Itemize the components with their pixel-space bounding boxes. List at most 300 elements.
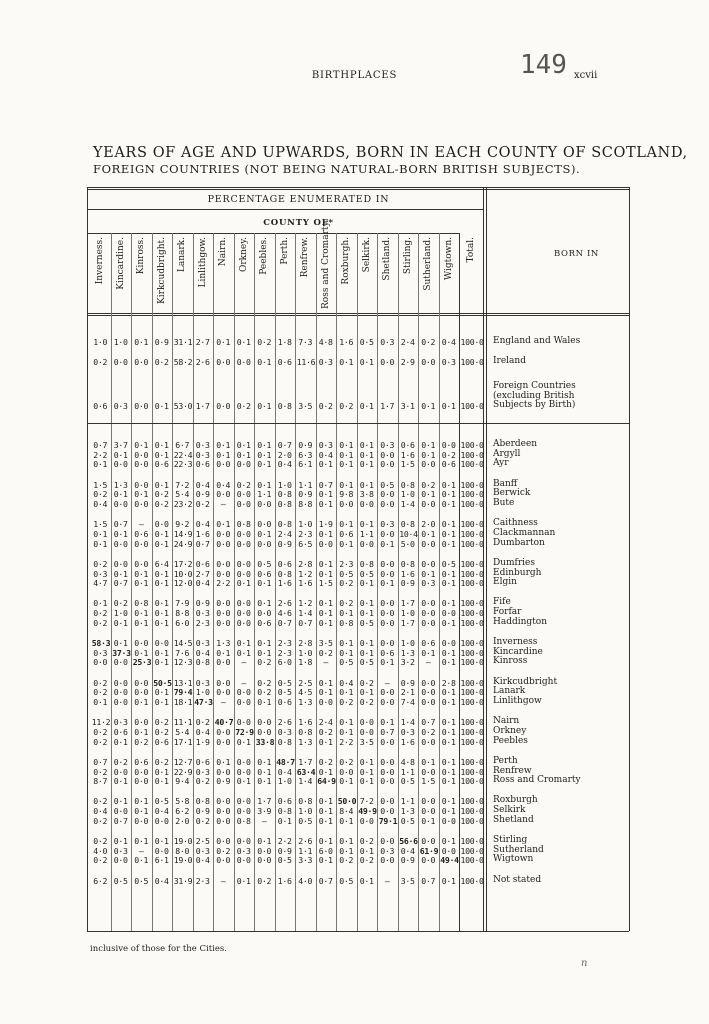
column-header: Linlithgow.	[197, 237, 208, 288]
table-cell: 2·7	[195, 568, 210, 579]
table-cell: 2·2	[93, 449, 108, 460]
table-cell: 2·2	[277, 836, 292, 846]
table-cell: 9·4	[175, 776, 190, 787]
table-cell: 0·1	[113, 776, 128, 787]
table-cell: 0·4	[195, 726, 210, 737]
table-cell: 1·6	[277, 578, 292, 589]
table-cell: 0·1	[216, 519, 231, 530]
table-cell: 17·2	[173, 558, 193, 569]
table-cell: 0·8	[277, 489, 292, 500]
table-cell: 0·1	[359, 756, 374, 767]
table-cell: 0·2	[195, 776, 210, 787]
table-cell: 0·5	[277, 687, 292, 698]
table-cell: 0·2	[93, 726, 108, 737]
table-cell: 0·1	[441, 726, 456, 737]
table-cell: 10·0	[173, 568, 193, 579]
table-cell: 0·1	[359, 401, 374, 411]
table-cell: 1·7	[380, 401, 395, 411]
table-cell: 0·1	[257, 479, 272, 490]
table-cell: 0·2	[195, 717, 210, 728]
table-cell: 100·0	[460, 717, 484, 728]
table-cell: 0·0	[380, 357, 395, 367]
column-header: Total.	[466, 237, 476, 263]
table-cell: 4·8	[318, 337, 333, 347]
table-cell: 0·1	[154, 697, 169, 707]
right-border	[629, 187, 630, 931]
row-label-line: Foreign Countries	[493, 381, 576, 391]
table-cell: 0·9	[400, 578, 415, 589]
table-cell: 0·8	[277, 806, 292, 817]
table-cell: 8·4	[339, 806, 354, 817]
table-cell: 0·5	[277, 677, 292, 688]
table-cell: 0·1	[154, 776, 169, 787]
column-header: Renfrew.	[300, 237, 311, 278]
table-cell: 2·1	[400, 687, 415, 698]
table-cell: 100·0	[460, 657, 484, 668]
table-cell: 0·1	[134, 568, 149, 579]
table-cell: 0·1	[421, 815, 436, 826]
column-header: Lanark.	[177, 237, 188, 273]
table-cell: 3·1	[400, 401, 415, 411]
table-cell: 11·2	[91, 717, 111, 728]
table-cell: 0·0	[380, 687, 395, 698]
table-cell: 100·0	[460, 440, 484, 450]
table-cell: 2·8	[298, 558, 313, 569]
table-cell: 0·0	[257, 608, 272, 619]
table-cell: 0·1	[257, 578, 272, 589]
table-cell: 1·5	[421, 776, 436, 787]
table-cell: 0·5	[400, 776, 415, 787]
table-cell: 0·2	[93, 687, 108, 698]
row-label-line: England and Wales	[493, 336, 581, 346]
table-cell: 0·1	[441, 538, 456, 549]
table-cell: 100·0	[460, 836, 484, 846]
table-cell: 0·1	[257, 836, 272, 846]
table-cell: 1·2	[298, 598, 313, 609]
table-bottom-rule	[87, 931, 629, 932]
table-cell: 0·2	[441, 449, 456, 460]
table-cell: 0·1	[318, 766, 333, 777]
table-cell: 0·5	[298, 815, 313, 826]
table-cell: 0·1	[318, 736, 333, 747]
table-cell: 79·1	[378, 815, 398, 826]
table-cell: 0·1	[380, 578, 395, 589]
table-cell: 1·1	[257, 489, 272, 500]
table-cell: 0·0	[236, 796, 251, 807]
table-cell: 0·1	[339, 845, 354, 856]
table-cell: 6·5	[298, 538, 313, 549]
table-cell: 100·0	[460, 558, 484, 569]
table-cell: 1·0	[113, 337, 128, 347]
row-label	[493, 357, 526, 367]
table-cell: 1·3	[298, 697, 313, 707]
row-label: Lanark	[493, 686, 526, 697]
table-cell: 0·0	[421, 558, 436, 569]
table-cell: 0·2	[93, 617, 108, 628]
table-cell: 0·1	[318, 687, 333, 698]
table-cell: 100·0	[460, 815, 484, 826]
table-cell: 1·5	[400, 459, 415, 470]
table-cell: 1·9	[318, 519, 333, 530]
table-cell: 0·2	[421, 479, 436, 490]
table-cell: 0·2	[339, 578, 354, 589]
table-cell: 0·1	[134, 855, 149, 866]
table-cell: 0·0	[236, 697, 251, 707]
table-cell: 0·1	[318, 815, 333, 826]
row-label: Stirling	[493, 835, 528, 845]
table-cell: 0·1	[154, 401, 169, 411]
table-cell: 0·1	[93, 538, 108, 549]
table-cell: 0·1	[339, 836, 354, 846]
table-cell: 0·1	[421, 647, 436, 658]
table-cell: 0·0	[236, 617, 251, 628]
table-cell: 18·1	[173, 697, 193, 707]
table-cell: 0·1	[359, 608, 374, 619]
table-cell: 0·1	[154, 617, 169, 628]
table-cell: 3·5	[359, 736, 374, 747]
column-header: Kinross.	[136, 237, 147, 275]
table-cell: 0·0	[421, 836, 436, 846]
table-cell: 100·0	[460, 499, 484, 509]
table-cell: 2·9	[400, 357, 415, 367]
birthplace-table	[87, 187, 629, 931]
table-cell: 0·1	[339, 440, 354, 450]
table-cell: 0·6	[154, 736, 169, 747]
table-cell: 0·2	[93, 357, 108, 367]
row-label: Caithness	[493, 518, 538, 529]
table-cell: 100·0	[460, 459, 484, 470]
table-cell: 7·6	[175, 647, 190, 658]
table-cell: 0·1	[441, 796, 456, 807]
table-cell: 0·1	[216, 756, 231, 767]
table-cell: 0·1	[339, 726, 354, 737]
table-cell: 0·1	[339, 357, 354, 367]
row-label: Perth	[493, 755, 518, 766]
table-cell: 7·2	[175, 479, 190, 490]
table-cell: 0·1	[421, 489, 436, 500]
table-cell: 0·2	[154, 717, 169, 728]
table-cell: 1·1	[298, 845, 313, 856]
table-cell: —	[425, 657, 431, 668]
table-cell: 0·1	[236, 647, 251, 658]
table-cell: 0·0	[236, 608, 251, 619]
table-cell: 50·5	[153, 677, 172, 688]
table-cell: 1·7	[400, 617, 415, 628]
table-cell: 0·0	[236, 528, 251, 539]
table-cell: 0·2	[93, 796, 108, 807]
table-cell: 0·1	[216, 647, 231, 658]
table-cell: 0·2	[93, 608, 108, 619]
table-cell: 0·6	[195, 756, 210, 767]
table-cell: —	[323, 657, 329, 668]
table-cell: 0·1	[421, 449, 436, 460]
table-cell: 0·0	[154, 845, 169, 856]
table-cell: 0·0	[318, 538, 333, 549]
table-cell: 0·0	[216, 598, 231, 609]
table-cell: 3·2	[400, 657, 415, 668]
table-cell: 100·0	[460, 598, 484, 609]
table-cell: 0·9	[298, 440, 313, 450]
table-cell: 0·7	[113, 815, 128, 826]
table-cell: 0·1	[441, 766, 456, 777]
label-divider	[486, 187, 487, 931]
row-label: Kirkcudbright	[493, 676, 558, 687]
table-cell: 0·3	[195, 845, 210, 856]
table-cell: 0·1	[257, 401, 272, 411]
table-cell: 0·1	[441, 568, 456, 579]
table-cell: 0·2	[154, 726, 169, 737]
table-cell: 0·3	[113, 845, 128, 856]
row-label: Inverness	[493, 637, 538, 647]
table-cell: 1·8	[298, 657, 313, 668]
table-cell: 0·2	[236, 479, 251, 490]
table-cell: 0·0	[421, 687, 436, 698]
table-cell: 0·0	[359, 538, 374, 549]
table-cell: 0·8	[400, 479, 415, 490]
table-cell: 0·0	[236, 558, 251, 569]
table-cell: 0·3	[380, 440, 395, 450]
table-cell: 0·7	[113, 519, 128, 530]
table-cell: 0·8	[359, 558, 374, 569]
table-cell: 0·6	[277, 697, 292, 707]
table-cell: 0·6	[195, 558, 210, 569]
table-cell: 100·0	[460, 855, 484, 866]
table-cell: 0·1	[380, 657, 395, 668]
table-cell: 0·0	[380, 776, 395, 787]
row-label: Peebles	[493, 735, 528, 746]
table-cell: 0·0	[441, 815, 456, 826]
table-cell: 0·0	[380, 558, 395, 569]
title-line-1: YEARS OF AGE AND UPWARDS, BORN IN EACH COUNTY OF SCOTLAND,	[93, 145, 688, 161]
table-cell: 0·1	[318, 568, 333, 579]
column-header: Kincardine.	[115, 237, 126, 290]
table-cell: 0·7	[421, 717, 436, 728]
table-cell: 0·2	[339, 401, 354, 411]
table-cell: 0·0	[216, 568, 231, 579]
table-cell: 5·8	[175, 796, 190, 807]
table-cell: 0·9	[216, 776, 231, 787]
table-cell: 58·3	[91, 638, 111, 648]
table-cell: 1·0	[400, 638, 415, 648]
table-cell: 1·0	[400, 608, 415, 619]
table-cell: 0·3	[236, 845, 251, 856]
table-cell: 0·6	[277, 558, 292, 569]
table-cell: 0·4	[93, 499, 108, 509]
table-cell: 0·1	[441, 647, 456, 658]
table-cell: 0·7	[298, 617, 313, 628]
table-cell: —	[384, 875, 390, 886]
table-cell: 0·0	[216, 558, 231, 569]
table-cell: 0·0	[257, 855, 272, 866]
table-cell: 0·0	[134, 687, 149, 698]
table-cell: 0·0	[441, 845, 456, 856]
table-cell: 0·7	[318, 479, 333, 490]
table-cell: 2·7	[195, 337, 210, 347]
table-cell: 0·1	[441, 687, 456, 698]
table-cell: 0·1	[339, 776, 354, 787]
table-cell: 0·1	[113, 449, 128, 460]
table-cell: 0·0	[216, 489, 231, 500]
table-cell: 0·1	[257, 647, 272, 658]
table-cell: 31·1	[173, 337, 193, 347]
row-label	[493, 337, 580, 347]
table-cell: 1·6	[298, 717, 313, 728]
table-cell: 0·0	[216, 617, 231, 628]
table-cell: 0·6	[277, 796, 292, 807]
table-cell: 0·1	[134, 697, 149, 707]
table-cell: 0·0	[113, 538, 128, 549]
table-cell: 2·8	[298, 638, 313, 648]
table-cell: 53·0	[173, 401, 193, 411]
table-cell: 0·1	[154, 766, 169, 777]
table-cell: 0·7	[318, 875, 333, 886]
table-cell: 0·1	[441, 528, 456, 539]
footnote: inclusive of those for the Cities.	[90, 944, 227, 954]
table-cell: 0·1	[93, 459, 108, 470]
table-cell: 0·2	[318, 647, 333, 658]
table-cell: 0·1	[339, 459, 354, 470]
table-cell: 0·4	[277, 459, 292, 470]
row-label: Dumbarton	[493, 537, 545, 548]
table-cell: 0·1	[257, 440, 272, 450]
table-cell: 0·5	[257, 558, 272, 569]
table-cell: 0·7	[113, 578, 128, 589]
table-cell: 0·1	[441, 401, 456, 411]
table-cell: 0·0	[134, 558, 149, 569]
table-cell: 100·0	[460, 578, 484, 589]
table-cell: 0·5	[339, 875, 354, 886]
table-cell: 0·1	[257, 776, 272, 787]
table-cell: 9·2	[175, 519, 190, 530]
table-cell: 0·2	[257, 875, 272, 886]
table-cell: 0·3	[400, 726, 415, 737]
table-cell: 0·1	[257, 459, 272, 470]
table-cell: 0·1	[318, 806, 333, 817]
table-cell: —	[138, 845, 144, 856]
table-cell: 0·1	[441, 598, 456, 609]
table-cell: 2·5	[298, 677, 313, 688]
table-cell: 0·2	[318, 726, 333, 737]
table-cell: 0·2	[154, 756, 169, 767]
table-cell: 0·0	[134, 766, 149, 777]
table-cell: 2·6	[277, 598, 292, 609]
table-cell: 0·8	[400, 519, 415, 530]
table-cell: 1·5	[93, 519, 108, 530]
row-label	[493, 382, 576, 411]
table-cell: 0·3	[277, 726, 292, 737]
table-cell: 79·4	[173, 687, 193, 698]
table-cell: 0·0	[236, 538, 251, 549]
table-cell: 0·0	[236, 756, 251, 767]
table-cell: 0·0	[380, 459, 395, 470]
table-cell: 11·1	[173, 717, 193, 728]
table-cell: 0·0	[380, 489, 395, 500]
table-cell: 0·1	[318, 855, 333, 866]
table-cell: 100·0	[460, 647, 484, 658]
table-cell: 100·0	[460, 697, 484, 707]
table-cell: 0·1	[154, 657, 169, 668]
row-label: Haddington	[493, 616, 548, 627]
title-line-2: FOREIGN COUNTRIES (NOT BEING NATURAL-BORN BRITISH SUBJECTS).	[93, 162, 581, 176]
table-cell: 0·1	[113, 796, 128, 807]
table-cell: 0·1	[134, 489, 149, 500]
left-border	[87, 187, 88, 931]
table-cell: 0·0	[380, 736, 395, 747]
row-label: Bute	[493, 498, 515, 508]
table-cell: 64·9	[317, 776, 336, 787]
table-cell: 0·1	[134, 440, 149, 450]
table-cell: 0·8	[236, 519, 251, 530]
table-cell: 2·6	[277, 717, 292, 728]
table-cell: 100·0	[460, 806, 484, 817]
table-cell: 0·2	[421, 726, 436, 737]
table-cell: 0·1	[113, 489, 128, 500]
table-cell: 6·1	[154, 855, 169, 866]
row-label: Wigtown	[493, 854, 534, 865]
table-cell: 0·0	[359, 717, 374, 728]
roman-page-number: xcvii	[574, 70, 598, 81]
table-cell: 0·5	[339, 568, 354, 579]
table-cell: 0·8	[236, 815, 251, 826]
table-cell: 0·8	[277, 519, 292, 530]
table-cell: 0·2	[195, 815, 210, 826]
table-cell: 12·7	[173, 756, 193, 767]
table-cell: 0·1	[339, 519, 354, 530]
table-cell: 6·0	[318, 845, 333, 856]
table-cell: 0·0	[216, 836, 231, 846]
table-cell: 31·9	[173, 875, 193, 886]
table-cell: 61·9	[419, 845, 439, 856]
table-cell: 4·0	[93, 845, 108, 856]
row-label: Dumfries	[493, 557, 536, 568]
table-cell: 0·0	[236, 717, 251, 728]
table-cell: 0·1	[318, 459, 333, 470]
table-cell: 0·7	[93, 440, 108, 450]
table-cell: 1·0	[400, 489, 415, 500]
table-cell: 1·4	[400, 499, 415, 509]
table-cell: 0·6	[93, 401, 108, 411]
table-cell: 0·8	[339, 617, 354, 628]
table-cell: 0·5	[113, 875, 128, 886]
table-cell: 3·3	[298, 855, 313, 866]
table-cell: 0·2	[93, 766, 108, 777]
table-cell: 0·4	[441, 337, 456, 347]
table-cell: 4·5	[298, 687, 313, 698]
table-cell: 0·3	[93, 647, 108, 658]
table-cell: 0·1	[154, 687, 169, 698]
table-cell: 100·0	[460, 401, 484, 411]
table-cell: 0·1	[154, 836, 169, 846]
table-cell: 0·6	[380, 647, 395, 658]
table-cell: 9·8	[339, 489, 354, 500]
table-cell: 0·1	[257, 697, 272, 707]
table-cell: 7·9	[175, 598, 190, 609]
table-cell: 0·5	[359, 657, 374, 668]
table-cell: 0·4	[93, 806, 108, 817]
table-cell: 0·1	[339, 479, 354, 490]
table-cell: 0·1	[134, 578, 149, 589]
table-cell: 0·0	[380, 568, 395, 579]
table-cell: 22·3	[173, 459, 193, 470]
table-cell: 0·9	[277, 538, 292, 549]
table-cell: 0·2	[257, 677, 272, 688]
table-cell: 56·6	[399, 836, 418, 846]
table-cell: 0·2	[93, 855, 108, 866]
table-cell: 0·1	[113, 736, 128, 747]
table-cell: 0·1	[134, 617, 149, 628]
table-cell: 0·1	[318, 598, 333, 609]
table-cell: 2·3	[298, 528, 313, 539]
